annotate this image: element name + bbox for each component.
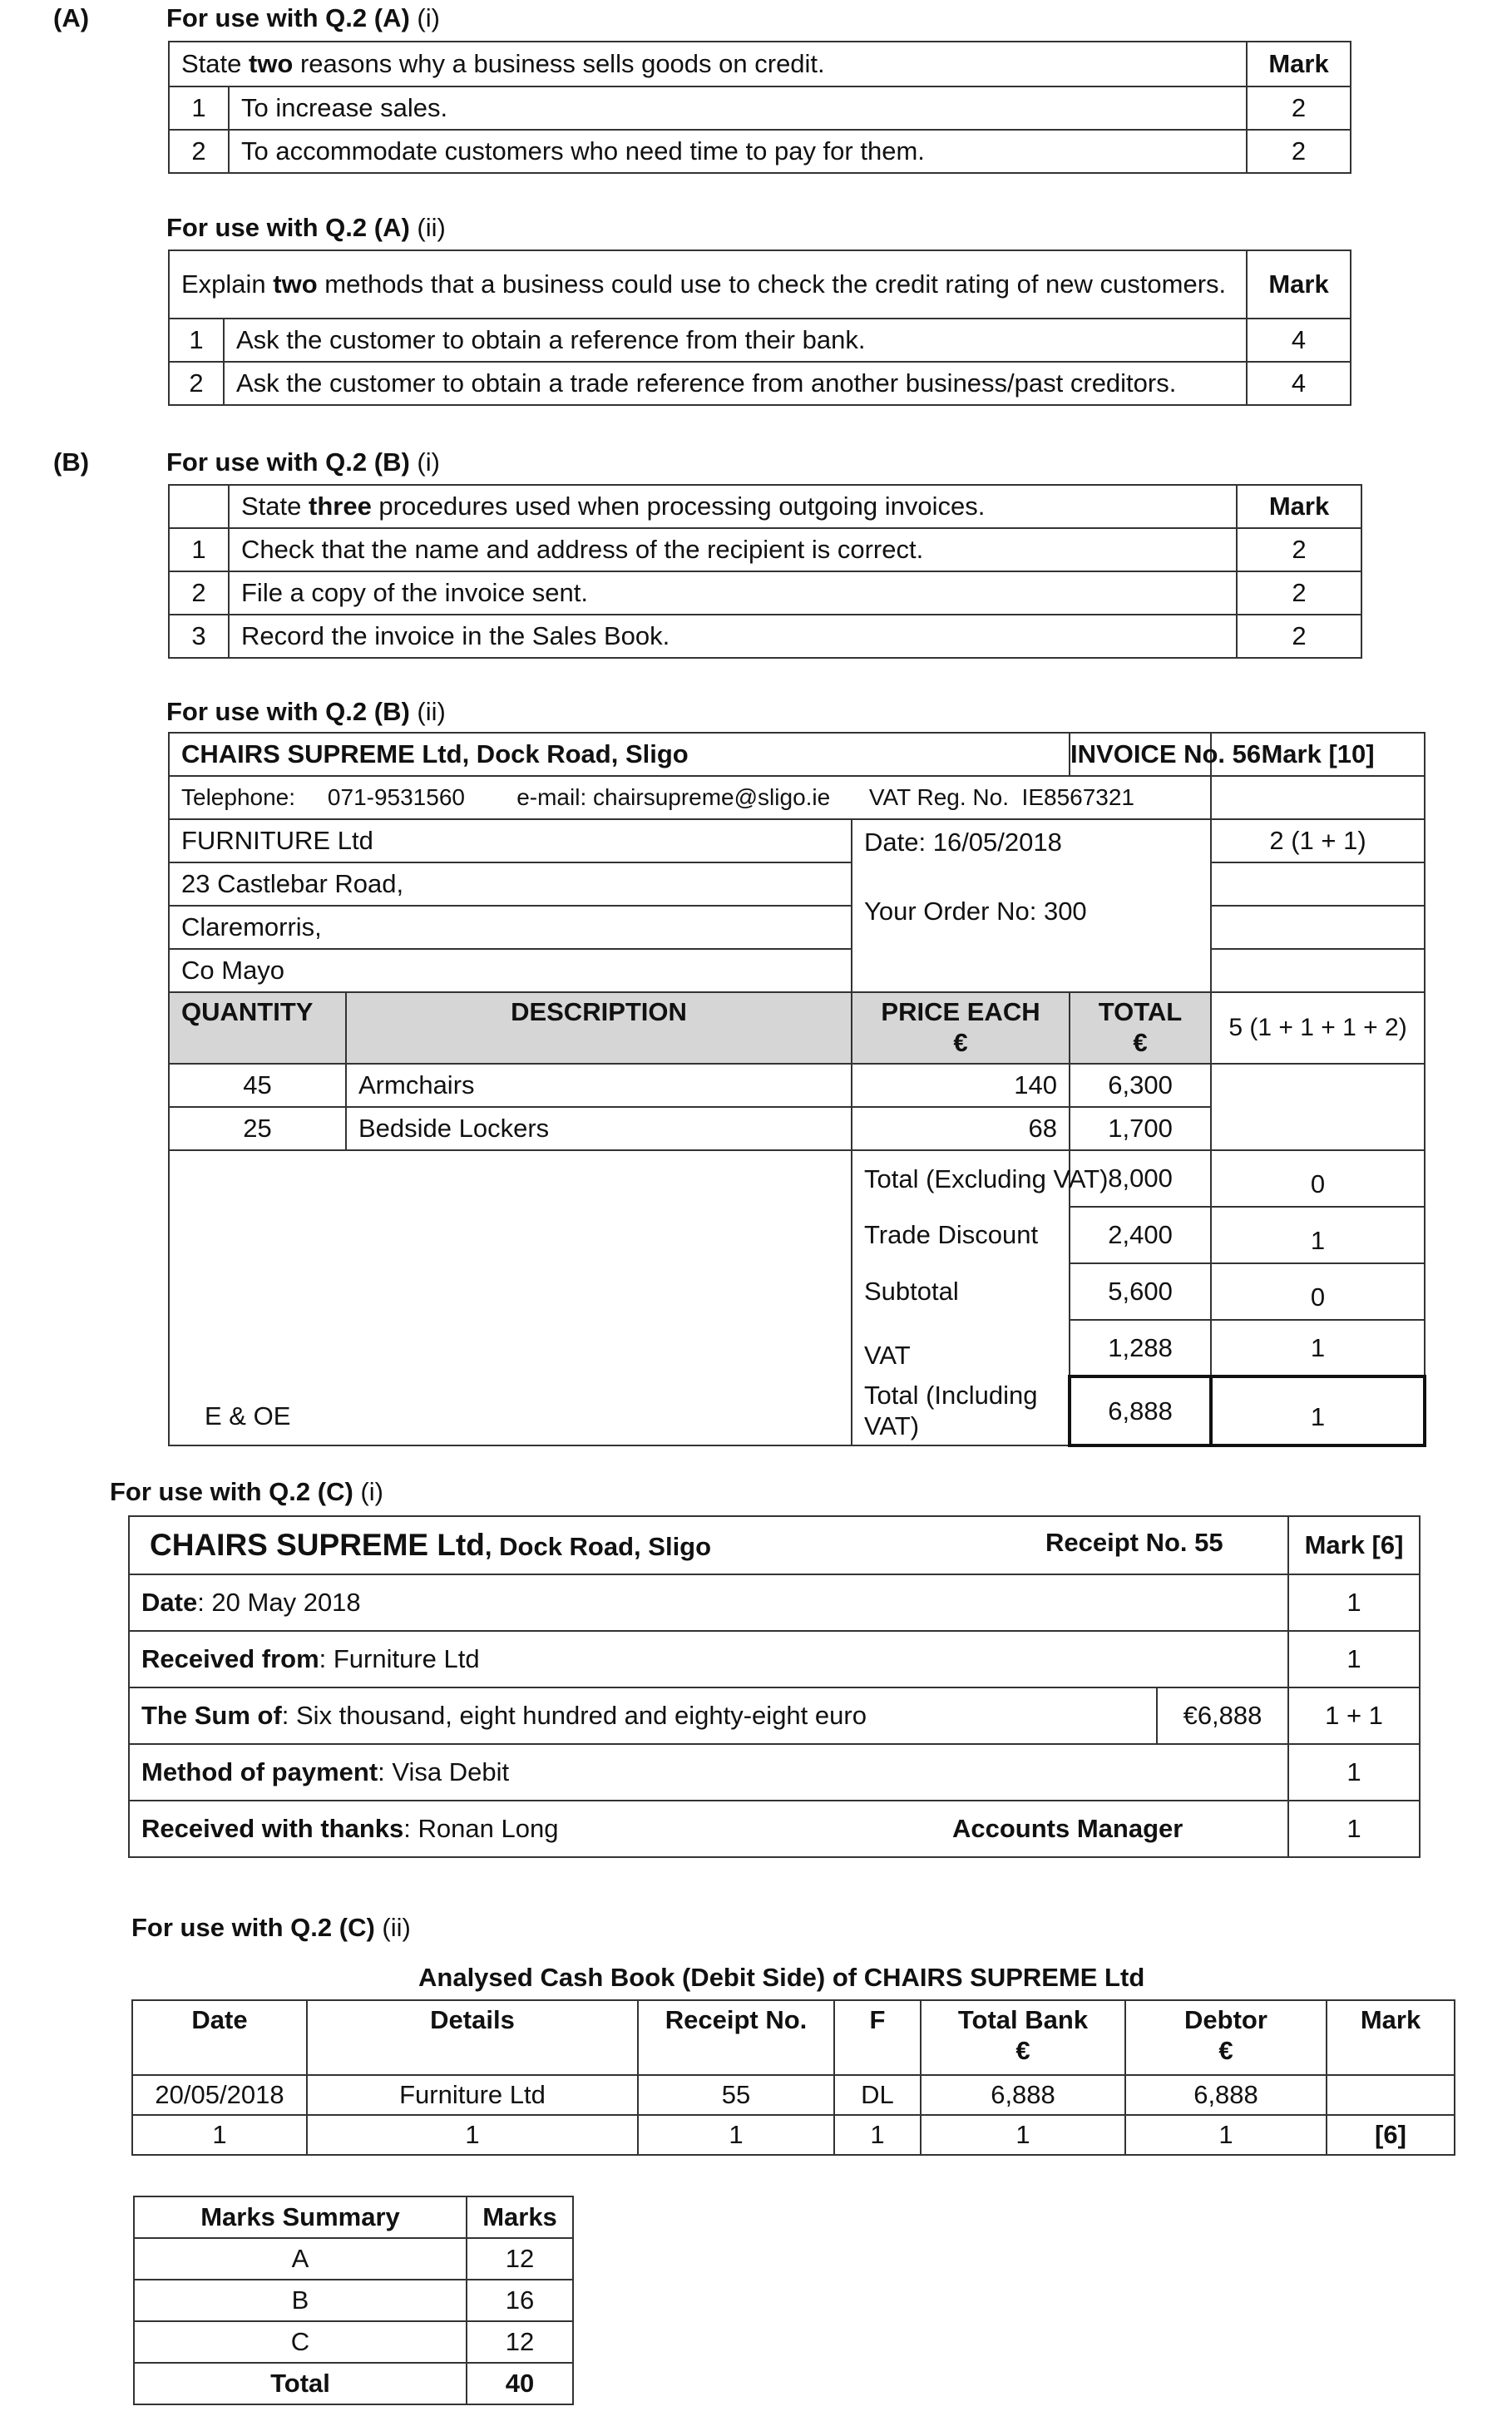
blank-cell <box>1211 776 1425 819</box>
signatory-role: Accounts Manager <box>952 1814 1183 1844</box>
blank-cell <box>1211 906 1425 949</box>
mark-value: 1 <box>1125 2115 1327 2155</box>
section-a-label: (A) <box>53 3 90 32</box>
blank-cell <box>1211 1064 1425 1150</box>
totals-value: 6,888 <box>1070 1376 1211 1445</box>
row-number: 3 <box>169 615 229 658</box>
question-a-i: State two reasons why a business sells goods on credit. <box>169 42 1247 86</box>
row-number: 1 <box>169 86 229 130</box>
heading-c-ii: For use with Q.2 (C) (ii) <box>131 1913 411 1942</box>
mark-value: 1 <box>1288 1631 1420 1687</box>
table-a-ii <box>168 250 1351 406</box>
mark-value: 2 <box>1237 615 1361 658</box>
mark-value: 1 <box>638 2115 834 2155</box>
totals-label: Subtotal <box>852 1263 1070 1320</box>
mark-header: Mark [6] <box>1288 1516 1420 1574</box>
invoice-date: Date: 16/05/2018 <box>864 828 1062 857</box>
summary-total-value: 40 <box>467 2363 573 2404</box>
row-number: 2 <box>169 130 229 173</box>
address-line: Claremorris, <box>169 906 852 949</box>
cell-details: Furniture Ltd <box>307 2075 638 2115</box>
mark-header: Mark <box>1247 250 1351 319</box>
cell-folio: DL <box>834 2075 921 2115</box>
col-date: Date <box>132 2000 307 2075</box>
mark-value: 1 + 1 <box>1288 1687 1420 1744</box>
summary-marks: 12 <box>467 2321 573 2363</box>
address-line: FURNITURE Ltd <box>169 819 852 862</box>
item-price: 68 <box>852 1107 1070 1150</box>
answer-text: Record the invoice in the Sales Book. <box>229 615 1237 658</box>
mark-total: [6] <box>1327 2115 1455 2155</box>
totals-label: VAT <box>852 1320 1070 1376</box>
order-number: Your Order No: 300 <box>864 897 1087 926</box>
mark-value: 1 <box>834 2115 921 2155</box>
mark-value: 1 <box>1288 1744 1420 1801</box>
mark-value: 1 <box>1288 1574 1420 1631</box>
mark-value: 2 <box>1247 86 1351 130</box>
receipt-method: Method of payment: Visa Debit <box>129 1744 1288 1801</box>
item-desc: Armchairs <box>346 1064 852 1107</box>
mark-value: 0 <box>1211 1150 1425 1207</box>
address-line: 23 Castlebar Road, <box>169 862 852 906</box>
row-number: 1 <box>169 319 224 362</box>
summary-marks: 12 <box>467 2238 573 2280</box>
mark-value: 1 <box>1211 1207 1425 1263</box>
mark-value: 2 <box>1237 571 1361 615</box>
receipt-table <box>128 1515 1421 1858</box>
receipt-company-name: CHAIRS SUPREME Ltd <box>150 1527 485 1562</box>
item-qty: 45 <box>169 1064 346 1107</box>
totals-label: Total (Excluding VAT) <box>852 1150 1070 1207</box>
summary-section: C <box>134 2321 467 2363</box>
receipt-number: Receipt No. 55 <box>1045 1527 1223 1557</box>
receipt-company: CHAIRS SUPREME Ltd, Dock Road, Sligo Receipt No. 55 <box>129 1516 1288 1574</box>
receipt-from: Received from: Furniture Ltd <box>129 1631 1288 1687</box>
summary-header: Marks Summary <box>134 2196 467 2238</box>
marks-summary-table <box>133 2196 574 2405</box>
cell-total-bank: 6,888 <box>921 2075 1125 2115</box>
col-total-bank: Total Bank € <box>921 2000 1125 2075</box>
signatory: : Ronan Long <box>403 1814 559 1844</box>
euro-symbol: € <box>1218 2036 1233 2066</box>
question-a-ii: Explain two methods that a business could use to check the credit rating of new customers. <box>169 250 1247 319</box>
col-price-each: PRICE EACH € <box>852 992 1070 1064</box>
mark-header: Mark <box>1237 485 1361 528</box>
col-details: Details <box>307 2000 638 2075</box>
euro-symbol: € <box>1015 2036 1030 2066</box>
summary-marks: 16 <box>467 2280 573 2321</box>
table-b-i <box>168 484 1362 659</box>
totals-label: Total (Including VAT) <box>852 1376 1070 1445</box>
item-total: 1,700 <box>1070 1107 1211 1150</box>
mark-value: 2 (1 + 1) <box>1211 819 1425 862</box>
mark-value: 4 <box>1247 362 1351 405</box>
mark-value: 1 <box>921 2115 1125 2155</box>
col-mark: Mark <box>1327 2000 1455 2075</box>
eoe-label: E & OE <box>205 1401 291 1431</box>
mark-value: 1 <box>307 2115 638 2155</box>
heading-a-ii: For use with Q.2 (A) (ii) <box>166 213 446 242</box>
col-debtor: Debtor € <box>1125 2000 1327 2075</box>
vat-label: VAT Reg. No. <box>868 784 1009 811</box>
totals-value: 2,400 <box>1070 1207 1211 1263</box>
telephone-label: Telephone: <box>181 784 296 811</box>
item-total: 6,300 <box>1070 1064 1211 1107</box>
mark-value: 0 <box>1211 1263 1425 1320</box>
totals-value: 1,288 <box>1070 1320 1211 1376</box>
totals-value: 8,000 <box>1070 1150 1211 1207</box>
cell-debtor: 6,888 <box>1125 2075 1327 2115</box>
mark-value: 2 <box>1237 528 1361 571</box>
eoe-cell <box>169 1150 852 1445</box>
cell-date: 20/05/2018 <box>132 2075 307 2115</box>
heading-b-ii: For use with Q.2 (B) (ii) <box>166 697 446 726</box>
blank-cell <box>169 485 229 528</box>
mark-value: 5 (1 + 1 + 1 + 2) <box>1211 992 1425 1064</box>
mark-value: 2 <box>1247 130 1351 173</box>
summary-section: B <box>134 2280 467 2321</box>
receipt-sum: The Sum of: Six thousand, eight hundred and eighty-eight euro <box>129 1687 1157 1744</box>
answer-text: Check that the name and address of the recipient is correct. <box>229 528 1237 571</box>
email: chairsupreme@sligo.ie <box>593 784 831 811</box>
mark-value: 1 <box>1211 1376 1425 1445</box>
telephone: 071-9531560 <box>327 784 465 811</box>
cell-receipt-no: 55 <box>638 2075 834 2115</box>
summary-total-label: Total <box>134 2363 467 2404</box>
mark-value: 1 <box>1288 1801 1420 1857</box>
mark-value: 1 <box>132 2115 307 2155</box>
section-b-label: (B) <box>53 447 90 477</box>
item-qty: 25 <box>169 1107 346 1150</box>
cash-book-title: Analysed Cash Book (Debit Side) of CHAIRS SUPREME Ltd <box>418 1963 1145 1992</box>
answer-text: File a copy of the invoice sent. <box>229 571 1237 615</box>
col-description: DESCRIPTION <box>346 992 852 1064</box>
row-number: 2 <box>169 571 229 615</box>
totals-label: Trade Discount <box>852 1207 1070 1263</box>
blank-cell <box>1211 949 1425 992</box>
summary-header: Marks <box>467 2196 573 2238</box>
cell-mark <box>1327 2075 1455 2115</box>
row-number: 1 <box>169 528 229 571</box>
euro-symbol: € <box>1133 1028 1148 1058</box>
blank-cell <box>1211 862 1425 906</box>
col-quantity: QUANTITY <box>169 992 346 1064</box>
mark-header: Mark <box>1247 42 1351 86</box>
euro-symbol: € <box>953 1028 968 1058</box>
totals-value: 5,600 <box>1070 1263 1211 1320</box>
email-label: e-mail: <box>516 784 587 811</box>
answer-text: To accommodate customers who need time to pay for them. <box>229 130 1247 173</box>
invoice-table <box>168 732 1426 1447</box>
row-number: 2 <box>169 362 224 405</box>
summary-section: A <box>134 2238 467 2280</box>
receipt-amount: €6,888 <box>1157 1687 1288 1744</box>
mark-value: 4 <box>1247 319 1351 362</box>
answer-text: Ask the customer to obtain a trade reference from another business/past creditors. <box>224 362 1247 405</box>
receipt-thanks: Received with thanks: Ronan Long Accounts Manager <box>129 1801 1288 1857</box>
invoice-date-order <box>852 819 1211 992</box>
invoice-contact-line <box>169 776 1211 819</box>
heading-c-i: For use with Q.2 (C) (i) <box>110 1477 383 1506</box>
col-total: TOTAL € <box>1070 992 1211 1064</box>
question-b-i: State three procedures used when processing outgoing invoices. <box>229 485 1237 528</box>
answer-text: Ask the customer to obtain a reference from their bank. <box>224 319 1247 362</box>
heading-b-i: For use with Q.2 (B) (i) <box>166 447 440 477</box>
mark-value: 1 <box>1211 1320 1425 1376</box>
col-receipt-no: Receipt No. <box>638 2000 834 2075</box>
address-line: Co Mayo <box>169 949 852 992</box>
receipt-date: Date: 20 May 2018 <box>129 1574 1288 1631</box>
heading-a-i: For use with Q.2 (A) (i) <box>166 3 440 32</box>
invoice-company: CHAIRS SUPREME Ltd, Dock Road, Sligo <box>169 733 1070 776</box>
invoice-number: INVOICE No. 56 <box>1070 733 1211 776</box>
answer-text: To increase sales. <box>229 86 1247 130</box>
cash-book-table <box>131 1999 1455 2156</box>
table-a-i <box>168 41 1351 174</box>
vat-number: IE8567321 <box>1021 784 1135 811</box>
col-folio: F <box>834 2000 921 2075</box>
mark-header: Mark [10] <box>1211 733 1425 776</box>
item-price: 140 <box>852 1064 1070 1107</box>
item-desc: Bedside Lockers <box>346 1107 852 1150</box>
